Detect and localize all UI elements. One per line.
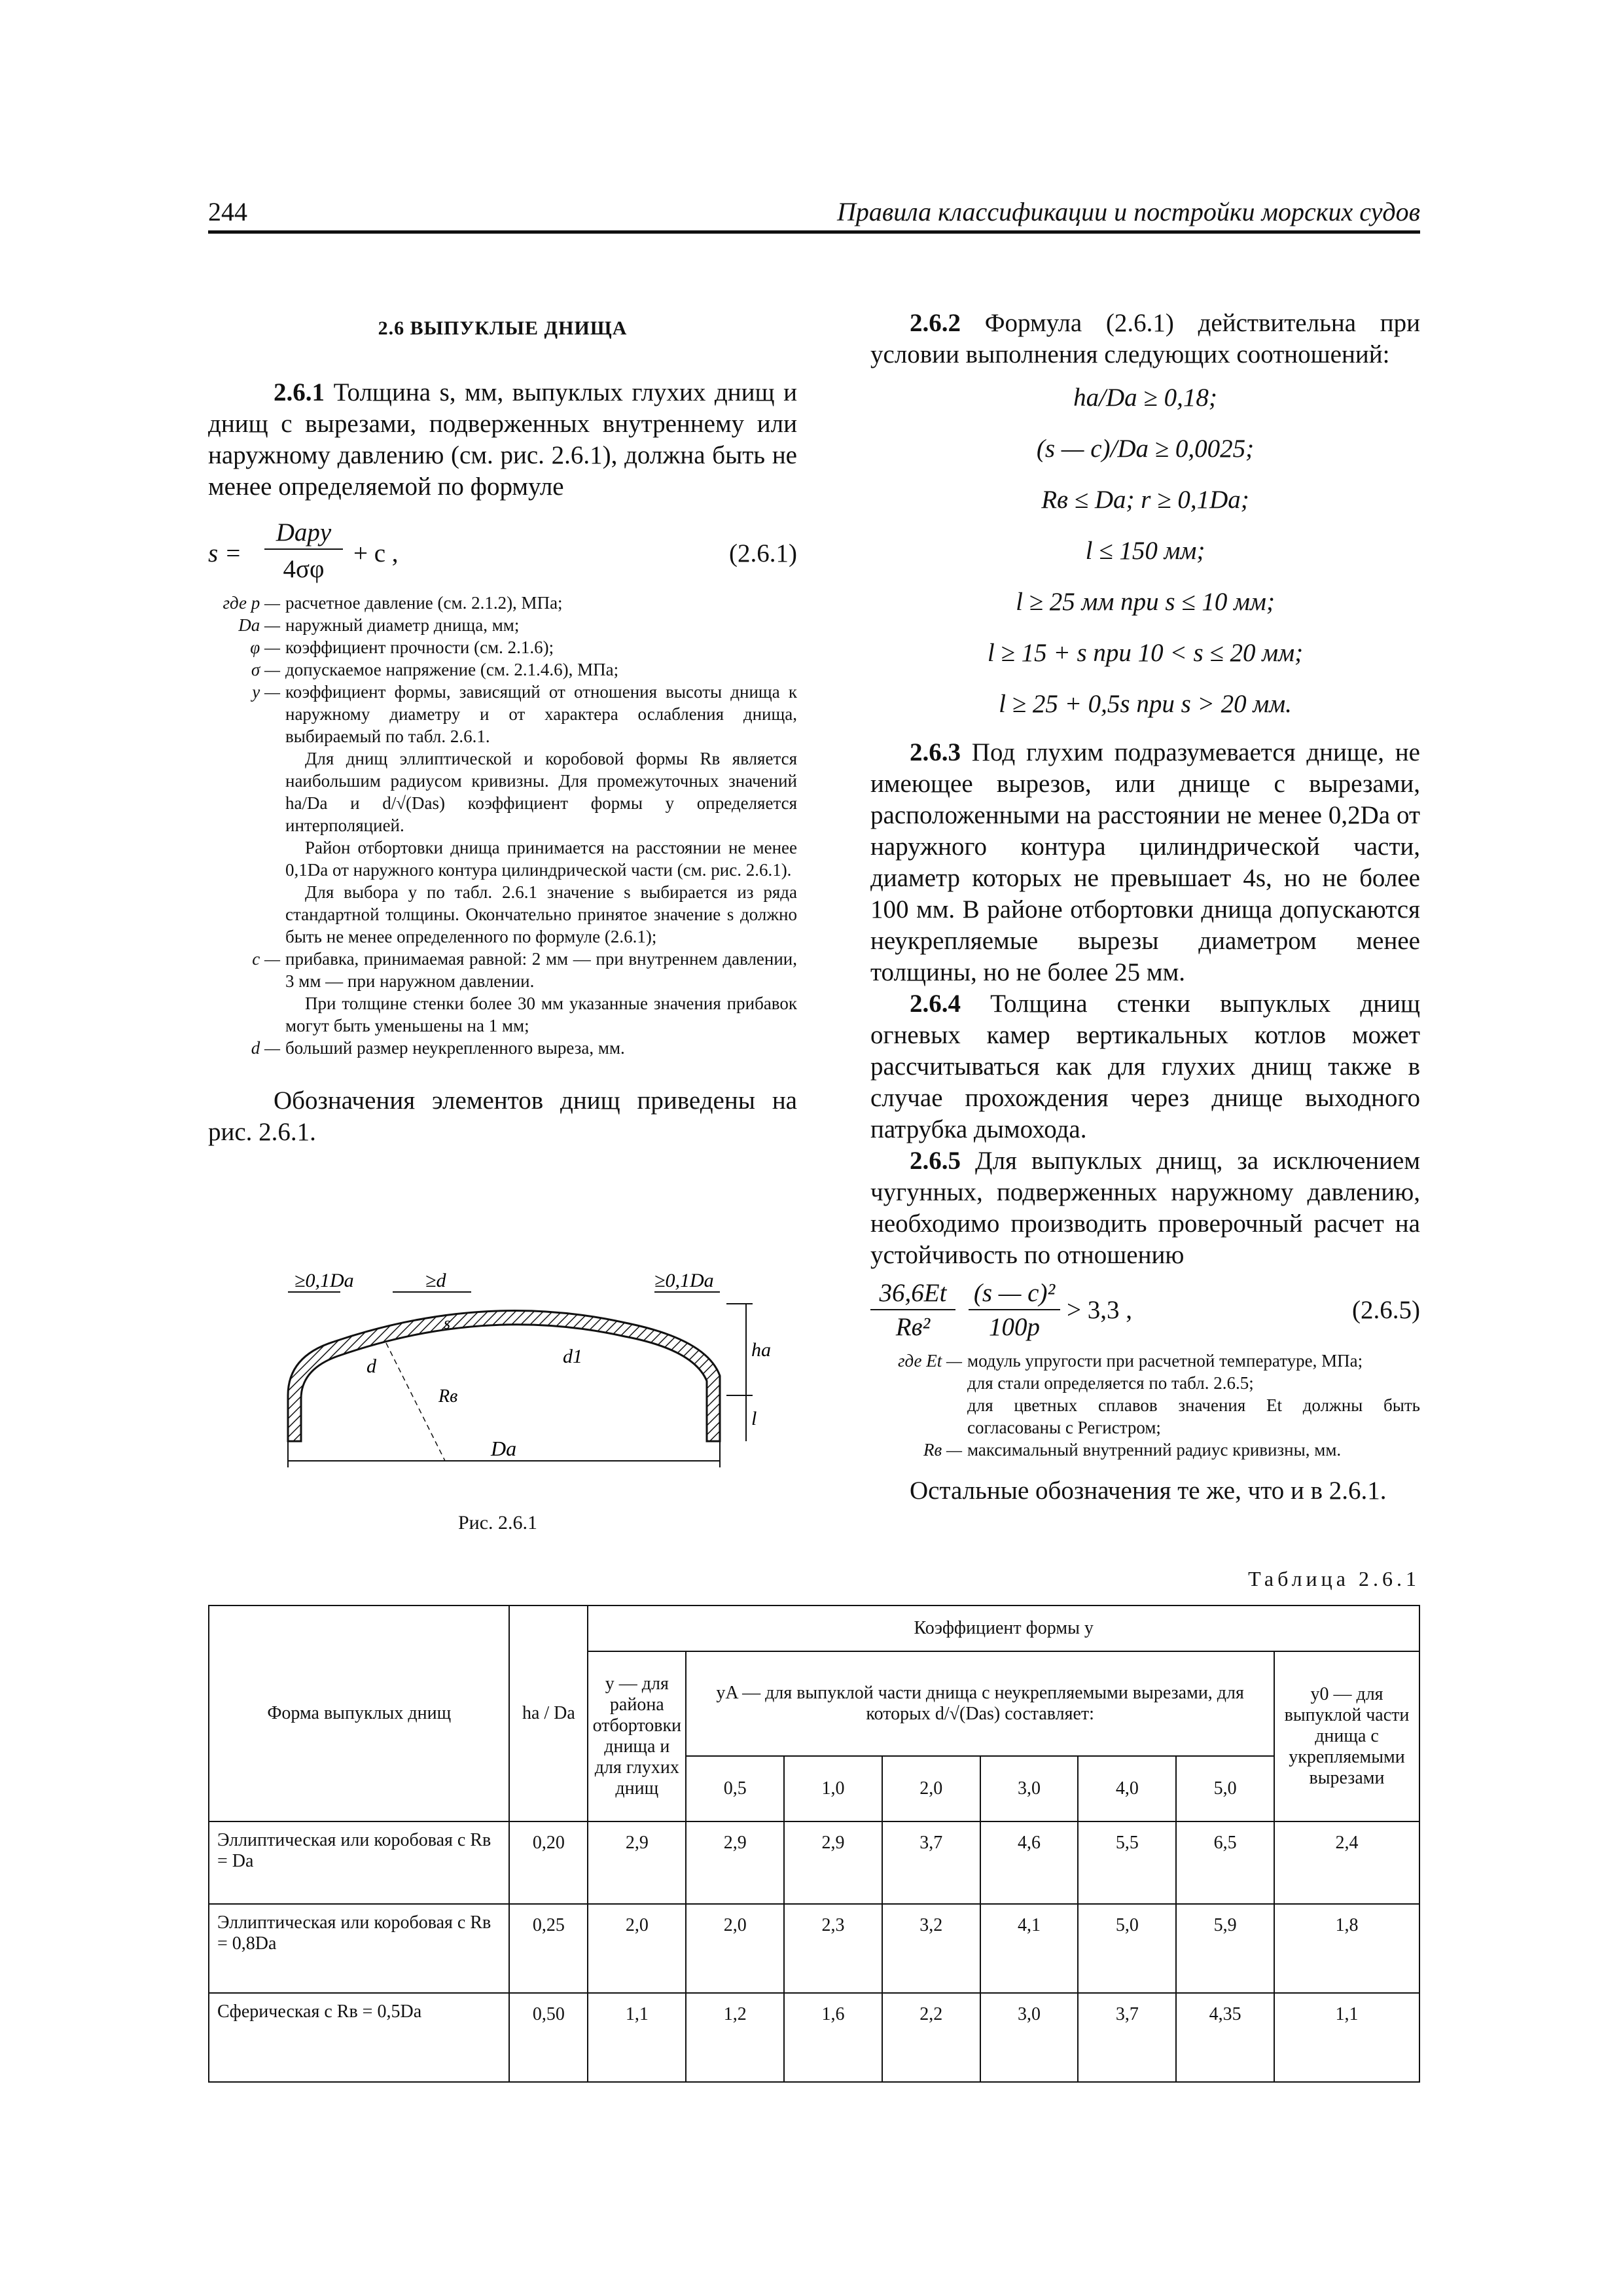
right-column [870,308,1420,1507]
def-row: для стали определяется по табл. 2.6.5; [967,1373,1254,1393]
def-row: σ — допускаемое напряжение (см. 2.1.4.6), МПа; [251,660,619,679]
section-title: 2.6 ВЫПУКЛЫЕ ДНИЩА [378,317,628,339]
def-row: d — больший размер неукрепленного выреза, мм. [251,1038,625,1058]
figure-caption: Рис. 2.6.1 [458,1512,538,1534]
def-row: для цветных сплавов значения Et должны быть согласованы с Регистром; [967,1395,1420,1437]
para-2-6-1 [208,377,797,503]
cell: 2,4 [1274,1821,1419,1904]
para-2-6-4 [870,988,1420,1145]
formula-tail: + c , [353,539,399,567]
condition: l ≥ 15 + s при 10 < s ≤ 20 мм; [987,639,1304,667]
condition: l ≥ 25 мм при s ≤ 10 мм; [1016,588,1275,616]
def-row: где p — расчетное давление (см. 2.1.2), МПа; [223,593,563,613]
header-y0: y0 — для выпуклой части днища с укрепляемыми вырезами [1274,1651,1419,1821]
para-rest: Остальные обозначения те же, что и в 2.6.1. [910,1477,1387,1505]
definitions-2 [870,1350,1420,1461]
sub-col: 5,0 [1176,1756,1274,1821]
cell: 1,1 [1274,1993,1419,2082]
cell: 3,0 [980,1993,1079,2082]
cell: 2,2 [882,1993,980,2082]
condition: Rв ≤ Da; r ≥ 0,1Da; [1041,486,1249,514]
table-row [209,1904,1419,1993]
label-01da-left: ≥0,1Da [294,1270,354,1291]
label-d-top: ≥d [425,1270,446,1291]
formula-eqno: (2.6.5) [1352,1296,1420,1324]
cell-form: Эллиптическая или коробовая с Rв = Da [209,1821,509,1904]
sub-col: 1,0 [784,1756,882,1821]
label-ha: ha [751,1339,771,1361]
def-row: y — коэффициент формы, зависящий от отношения высоты днища к наружному диаметру и от характера ослабления днища, выбираемый по табл. 2.6.1. [252,682,797,746]
shell-section [288,1310,720,1441]
para-2-6-5 [870,1145,1420,1271]
formula-eqno: (2.6.1) [729,539,797,567]
para-2-6-2 [870,308,1420,370]
condition: (s — c)/Da ≥ 0,0025; [1036,435,1255,463]
para-figure-ref: Обозначения элементов днищ приведены на рис. 2.6.1. [208,1086,797,1146]
para-text: Под глухим подразумевается днище, не имеющее вырезов, или днище с вырезами, расположенными на расстоянии не менее 0,2Da от наружного контура цилиндрической части, диаметр которых не превышает 4s, но не более 100 мм. В районе отбортовки днища допускаются неукрепляемые вырезы диаметром менее толщины, но не более 25 мм. [870,738,1420,986]
para-number: 2.6.2 [910,309,961,337]
definitions-1 [208,592,797,1059]
formula-n2: (s — c)² [969,1278,1060,1310]
formula-d1: Rв² [895,1313,931,1341]
def-row: φ — коэффициент прочности (см. 2.1.6); [250,637,554,657]
label-d-inner: d [366,1355,376,1377]
para-text: Формула (2.6.1) действительна при условии выполнения следующих соотношений: [870,309,1420,368]
para-2-6-3 [870,737,1420,988]
formula-n1: 36,6Et [870,1278,955,1310]
def-row: c — прибавка, принимаемая равной: 2 мм — при внутреннем давлении, 3 мм — при наружном давлении. [252,949,797,991]
para-text: Для выпуклых днищ, за исключением чугунных, подверженных наружному давлению, необходимо производить проверочный расчет на устойчивость по отношению [870,1147,1420,1269]
sub-col: 2,0 [882,1756,980,1821]
para-number: 2.6.4 [910,990,961,1018]
conditions-list [870,382,1420,720]
cell: 3,7 [882,1821,980,1904]
def-row: где Et — модуль упругости при расчетной температуре, МПа; [897,1351,1363,1371]
cell: 0,50 [509,1993,588,2082]
condition: l ≤ 150 мм; [1085,537,1205,565]
label-da: Da [491,1437,517,1460]
cell: 3,2 [882,1904,980,1993]
cell: 0,20 [509,1821,588,1904]
para-number: 2.6.1 [274,378,325,406]
cell: 4,1 [980,1904,1079,1993]
cell: 4,6 [980,1821,1079,1904]
table-row [209,1993,1419,2082]
def-note: Для днищ эллиптической и коробовой формы Rв является наибольшим радиусом кривизны. Для промежуточных значений ha/Da и d/√(Das) коэффициент формы y определяется интерполяцией. [285,749,797,835]
cell: 6,5 [1176,1821,1274,1904]
sub-col: 0,5 [686,1756,784,1821]
header-y: y — для района отбортовки днища и для глухих днищ [588,1651,686,1821]
formula-numerator: Dapy [264,517,343,550]
cell-form: Сферическая с Rв = 0,5Da [209,1993,509,2082]
label-s: s [444,1314,451,1333]
def-row: Da — наружный диаметр днища, мм; [238,615,520,635]
formula-denominator: 4σφ [283,555,325,583]
head-drawing [275,1265,772,1500]
condition: ha/Da ≥ 0,18; [1073,384,1217,412]
cell: 2,9 [686,1821,784,1904]
cell: 2,0 [686,1904,784,1993]
def-note: Район отбортовки днища принимается на расстоянии не менее 0,1Da от наружного контура цилиндрической части (см. рис. 2.6.1). [285,838,797,880]
figure-2-6-1 [275,1265,772,1503]
cell: 1,6 [784,1993,882,2082]
cell: 1,2 [686,1993,784,2082]
table-caption: Таблица 2.6.1 [1248,1567,1420,1590]
label-rv: Rв [438,1386,458,1407]
header-ya: yA — для выпуклой части днища с неукрепляемыми вырезами, для которых d/√(Das) составляет: [686,1651,1274,1756]
table-2-6-1 [208,1605,1420,2083]
left-column [208,313,797,1148]
label-d1: d1 [563,1346,582,1367]
formula-lhs: s = [208,539,242,567]
condition: l ≥ 25 + 0,5s при s > 20 мм. [999,690,1292,718]
cell: 1,8 [1274,1904,1419,1993]
table-row [209,1821,1419,1904]
running-title: Правила классификации и постройки морских судов [836,197,1420,226]
para-text: Толщина стенки выпуклых днищ огневых камер вертикальных котлов может рассчитываться как для глухих днищ также в случае прохождения через днище выходного патрубка дымохода. [870,990,1420,1143]
formula-d2: 100p [989,1313,1040,1341]
para-number: 2.6.5 [910,1147,961,1175]
formula-2-6-1 [208,513,797,592]
cell: 4,35 [1176,1993,1274,2082]
cell: 3,7 [1078,1993,1176,2082]
header-ratio: ha / Da [509,1605,588,1821]
header-rule [208,230,1420,234]
label-l: l [751,1408,757,1429]
cell-form: Эллиптическая или коробовая с Rв = 0,8Da [209,1904,509,1993]
sub-col: 3,0 [980,1756,1079,1821]
cell: 2,9 [588,1821,686,1904]
formula-tail: > 3,3 , [1067,1296,1132,1324]
cell: 2,9 [784,1821,882,1904]
header-coef: Коэффициент формы y [588,1605,1419,1651]
def-note: При толщине стенки более 30 мм указанные значения прибавок могут быть уменьшены на 1 мм; [285,994,797,1035]
label-01da-right: ≥0,1Da [654,1270,714,1291]
header-form: Форма выпуклых днищ [209,1605,509,1821]
def-note: Для выбора y по табл. 2.6.1 значение s выбирается из ряда стандартной толщины. Окончательно принятое значение s должно быть не менее определенного по формуле (2.6.1); [285,882,797,946]
page-number: 244 [208,197,247,226]
cell: 2,0 [588,1904,686,1993]
sub-col: 4,0 [1078,1756,1176,1821]
cell: 5,5 [1078,1821,1176,1904]
cell: 5,0 [1078,1904,1176,1993]
table-header-row [209,1605,1419,1651]
cell: 1,1 [588,1993,686,2082]
para-number: 2.6.3 [910,738,961,766]
cell: 0,25 [509,1904,588,1993]
cell: 2,3 [784,1904,882,1993]
def-row: Rв — максимальный внутренний радиус кривизны, мм. [923,1440,1342,1460]
cell: 5,9 [1176,1904,1274,1993]
para-text: Толщина s, мм, выпуклых глухих днищ и днищ с вырезами, подверженных внутреннему или наружному давлению (см. рис. 2.6.1), должна быть не менее определяемой по формуле [208,378,797,501]
formula-2-6-5 [870,1278,1420,1350]
